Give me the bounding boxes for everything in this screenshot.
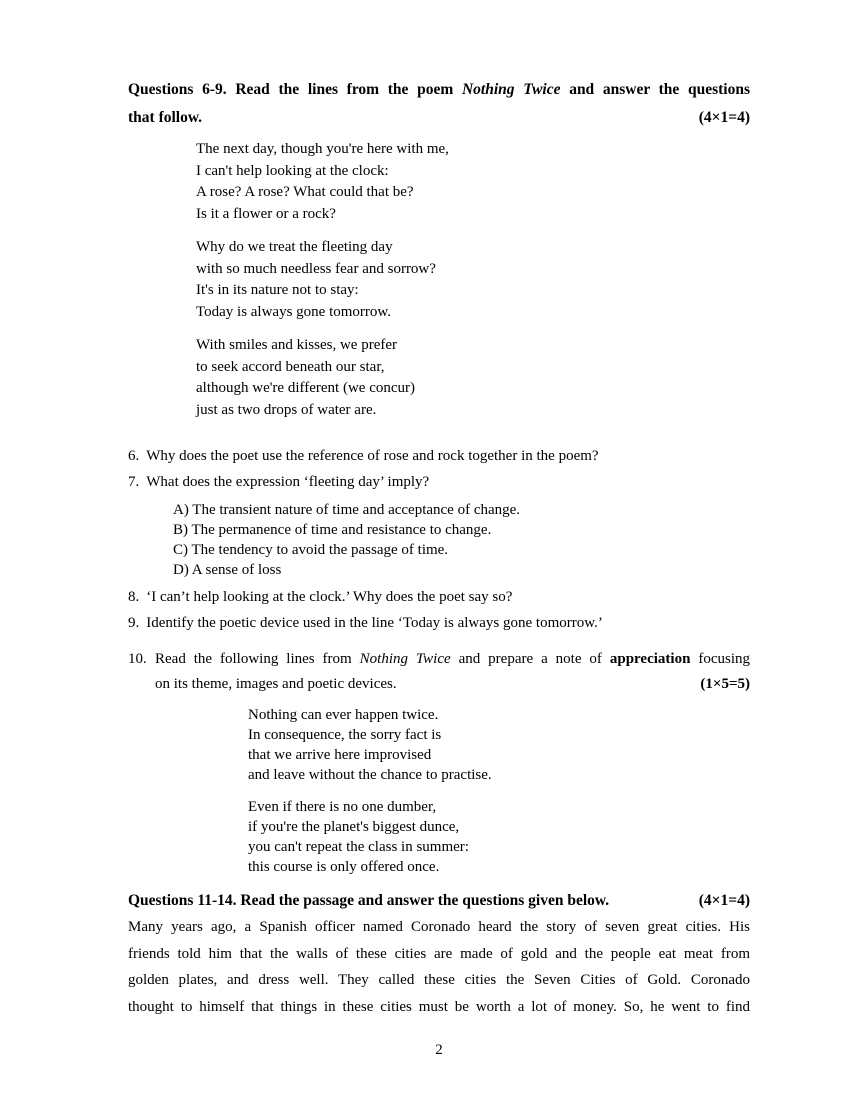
poem-line: if you're the planet's biggest dunce, xyxy=(248,819,460,835)
heading-text: Questions 11-14. Read the passage and answer the questions given below. xyxy=(128,892,610,909)
question-10-line-1 xyxy=(155,647,750,672)
option-d: D) A sense of loss xyxy=(173,562,282,578)
poem-line: with so much needless fear and sorrow? xyxy=(196,260,436,277)
passage-line: Many years ago, a Spanish officer named Coronado heard the story of seven great cities. His xyxy=(128,919,750,935)
poem-title: Nothing Twice xyxy=(461,81,561,98)
heading-text-cont: that follow. xyxy=(128,109,203,126)
poem-line: I can't help looking at the clock: xyxy=(196,162,389,179)
question-text: ‘I can’t help looking at the clock.’ Why does the poet say so? xyxy=(146,589,513,605)
poem-line: just as two drops of water are. xyxy=(196,401,377,418)
question-9 xyxy=(128,612,750,634)
poem-excerpt-1-stanza-3 xyxy=(196,335,750,421)
question-text-mid: and prepare a note of xyxy=(458,651,602,667)
poem-line: to seek accord beneath our star, xyxy=(196,358,385,375)
question-10 xyxy=(128,647,750,697)
heading-line xyxy=(128,887,750,914)
marks-label: (1×5=5) xyxy=(700,676,750,692)
question-7-options xyxy=(173,500,750,580)
page-number: 2 xyxy=(435,1042,443,1058)
passage-line: golden plates, and dress well. They called these cities the Seven Cities of Gold. Coronado xyxy=(128,972,750,988)
poem-excerpt-2-stanza-2 xyxy=(248,797,750,877)
question-text: What does the expression ‘fleeting day’ imply? xyxy=(146,474,430,490)
poem-line: Even if there is no one dumber, xyxy=(248,799,437,815)
question-text-post: focusing xyxy=(698,651,751,667)
poem-line: Nothing can ever happen twice. xyxy=(248,707,439,723)
question-number: 8. xyxy=(128,589,140,605)
poem-excerpt-2-stanza-1 xyxy=(248,705,750,785)
passage-line: friends told him that the walls of these cities are made of gold and the people eat meat from xyxy=(128,945,750,962)
poem-line: this course is only offered once. xyxy=(248,859,440,875)
question-text: Why does the poet use the reference of rose and rock together in the poem? xyxy=(146,448,599,464)
poem-line: Why do we treat the fleeting day xyxy=(196,239,393,255)
question-text: Identify the poetic device used in the line ‘Today is always gone tomorrow.’ xyxy=(146,615,603,631)
question-6 xyxy=(128,445,750,467)
poem-line: although we're different (we concur) xyxy=(196,380,415,396)
marks-label: (4×1=4) xyxy=(698,109,750,126)
poem-line: In consequence, the sorry fact is xyxy=(248,727,442,743)
question-8 xyxy=(128,586,750,608)
heading-line-1 xyxy=(128,76,750,104)
poem-line: A rose? A rose? What could that be? xyxy=(196,184,414,200)
poem-line: and leave without the chance to practise. xyxy=(248,767,492,783)
question-text-cont: on its theme, images and poetic devices. xyxy=(155,676,397,692)
poem-excerpt-1-stanza-1 xyxy=(196,139,750,225)
passage-line: thought to himself that things in these cities must be worth a lot of money. So, he went to find xyxy=(128,998,750,1015)
poem-line: Is it a flower or a rock? xyxy=(196,205,336,222)
heading-text-post: and answer the questions xyxy=(569,81,750,98)
question-number: 6. xyxy=(128,448,140,464)
emphasis-word: appreciation xyxy=(609,651,691,667)
marks-label: (4×1=4) xyxy=(698,892,750,909)
poem-excerpt-1-stanza-2 xyxy=(196,237,750,323)
question-text-pre: Read the following lines from xyxy=(155,651,352,667)
question-number: 9. xyxy=(128,615,140,631)
reading-passage xyxy=(128,914,750,1020)
section-heading-q6-9 xyxy=(128,76,750,132)
poem-line: that we arrive here improvised xyxy=(248,747,432,763)
poem-line: you can't repeat the class in summer: xyxy=(248,839,469,855)
option-a: A) The transient nature of time and acceptance of change. xyxy=(173,502,521,518)
section-heading-q11-14 xyxy=(128,887,750,914)
poem-title: Nothing Twice xyxy=(359,651,451,667)
poem-line: The next day, though you're here with me, xyxy=(196,141,449,157)
poem-line: With smiles and kisses, we prefer xyxy=(196,337,398,353)
question-number: 10. xyxy=(128,651,147,667)
question-7 xyxy=(128,471,750,493)
question-10-line-2 xyxy=(155,672,750,697)
poem-line: Today is always gone tomorrow. xyxy=(196,303,392,320)
option-b: B) The permanence of time and resistance to change. xyxy=(173,522,492,538)
poem-line: It's in its nature not to stay: xyxy=(196,282,359,298)
question-number: 7. xyxy=(128,474,140,490)
question-10-text xyxy=(155,647,750,697)
option-c: C) The tendency to avoid the passage of time. xyxy=(173,542,449,558)
heading-line-2 xyxy=(128,104,750,132)
heading-text-pre: Questions 6-9. Read the lines from the poem xyxy=(128,81,454,98)
